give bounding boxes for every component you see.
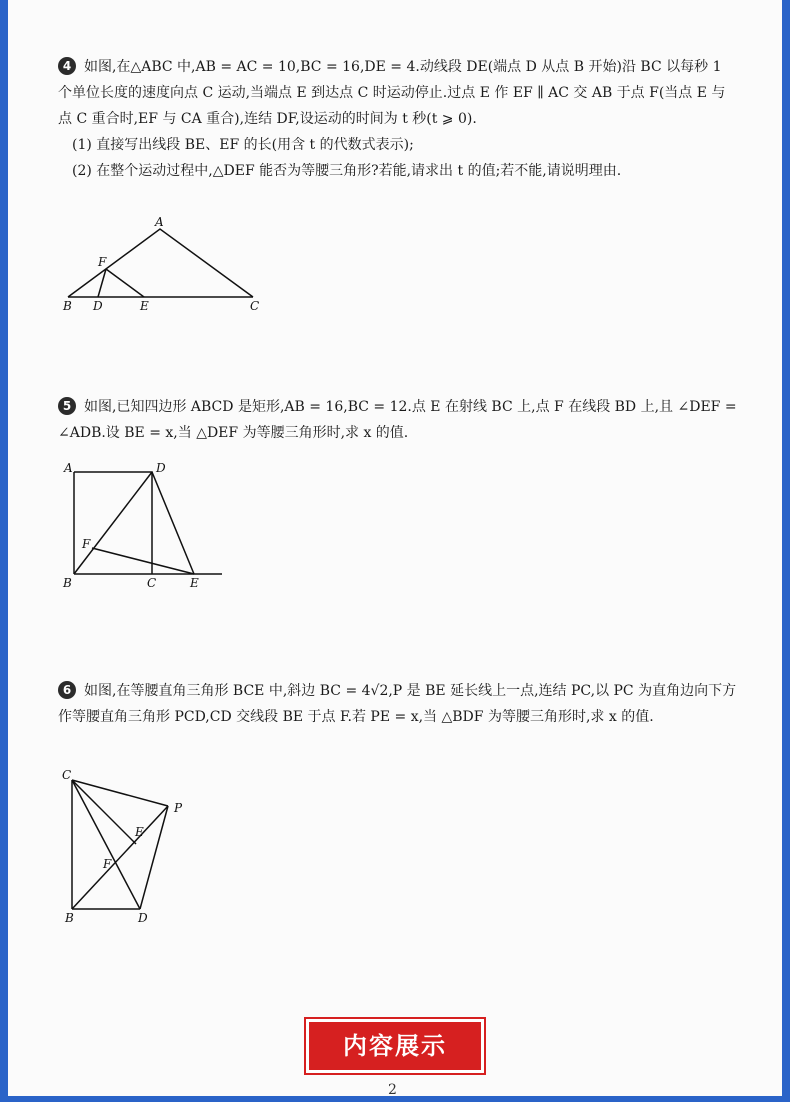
label-e: E xyxy=(140,299,149,313)
segment-fe xyxy=(92,548,194,574)
label-d: D xyxy=(93,299,103,313)
triangle-sides-ab-ac xyxy=(68,229,253,297)
question-5-text: 如图,已知四边形 ABCD 是矩形,AB = 16,BC = 12.点 E 在射线 BC 上,点 F 在线段 BD 上,且 ∠DEF = ∠ADB.设 BE = x,当 △DEF 为等腰三角形时,求 x 的值. xyxy=(58,399,737,441)
content-preview-banner: 内容展示 xyxy=(306,1019,484,1073)
label-b: B xyxy=(65,911,74,925)
figure-right-triangles xyxy=(58,766,198,931)
label-a: A xyxy=(64,461,73,475)
figure-triangle-abc xyxy=(58,212,278,322)
question-4-part-1: (1) 直接写出线段 BE、EF 的长(用含 t 的代数式表示); xyxy=(72,137,414,153)
label-c: C xyxy=(250,299,260,313)
label-d: D xyxy=(156,461,166,475)
segment-cd xyxy=(72,780,140,909)
label-a: A xyxy=(155,215,164,229)
question-6-text: 如图,在等腰直角三角形 BCE 中,斜边 BC = 4√2,P 是 BE 延长线上一点,连结 PC,以 PC 为直角边向下方作等腰直角三角形 PCD,CD 交线段 BE 于点 F.若 PE = x,当 △BDF 为等腰三角形时,求 x 的值. xyxy=(58,683,737,725)
segment-de xyxy=(152,472,194,574)
label-b: B xyxy=(63,576,72,590)
diagonal-bd xyxy=(74,472,152,574)
question-5 xyxy=(58,394,738,446)
label-d: D xyxy=(138,911,148,925)
question-6 xyxy=(58,678,738,730)
page-number: 2 xyxy=(388,1082,397,1098)
question-4-part-2: (2) 在整个运动过程中,△DEF 能否为等腰三角形?若能,请求出 t 的值;若不能,请说明理由. xyxy=(72,163,622,179)
label-f: F xyxy=(82,537,91,551)
label-f: F xyxy=(103,857,112,871)
question-number-badge: 5 xyxy=(58,397,76,415)
question-4 xyxy=(58,54,738,184)
label-e: E xyxy=(135,825,144,839)
label-p: P xyxy=(174,801,183,815)
segment-ef xyxy=(106,269,144,297)
question-number-badge: 4 xyxy=(58,57,76,75)
segment-ce xyxy=(72,780,136,844)
segment-cp xyxy=(72,780,168,806)
label-b: B xyxy=(63,299,72,313)
label-f: F xyxy=(98,255,107,269)
question-number-badge: 6 xyxy=(58,681,76,699)
label-c: C xyxy=(62,768,72,782)
figure-rectangle-abcd xyxy=(58,458,238,593)
label-e: E xyxy=(190,576,199,590)
label-c: C xyxy=(147,576,157,590)
question-4-text: 如图,在△ABC 中,AB = AC = 10,BC = 16,DE = 4.动线段 DE(端点 D 从点 B 开始)沿 BC 以每秒 1 个单位长度的速度向点 C 运动,当端点 E 到达点 C 时运动停止.过点 E 作 EF ∥ AC 交 AB 于点 F(当点 E 与点 C 重合时,EF 与 CA 重合),连结 DF,设运动的时间为 t 秒(t ⩾ 0). xyxy=(58,59,726,127)
